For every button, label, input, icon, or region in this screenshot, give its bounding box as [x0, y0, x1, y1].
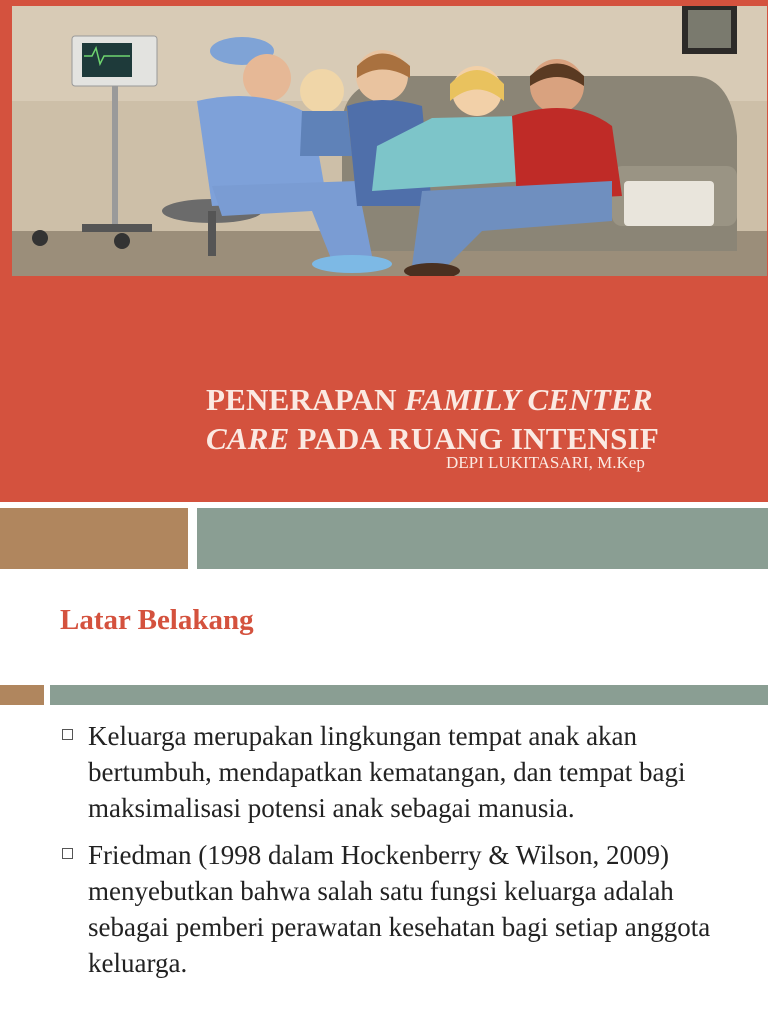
square-bullet-icon	[62, 848, 73, 859]
separator-tan	[0, 685, 44, 705]
list-item	[60, 718, 760, 826]
square-bullet-icon	[62, 729, 73, 740]
title-italic1: FAMILY CENTER	[404, 382, 653, 417]
title-slide	[0, 0, 768, 502]
title-italic2: CARE	[206, 421, 290, 456]
title-part1: PENERAPAN	[206, 382, 397, 417]
family-photo	[12, 6, 767, 276]
list-item	[60, 837, 760, 981]
bullet-text: Friedman (1998 dalam Hockenberry & Wilson, 2009) menyebutkan bahwa salah satu fungsi keluarga adalah sebagai pemberi perawatan kesehatan bagi setiap anggota keluarga.	[88, 840, 711, 978]
slide-title	[206, 380, 746, 458]
author-name: DEPI LUKITASARI, M.Kep	[446, 453, 645, 472]
bullet-text: Keluarga merupakan lingkungan tempat anak akan bertumbuh, mendapatkan kematangan, dan tempat bagi maksimalisasi potensi anak sebagai manusia.	[88, 721, 686, 823]
footer-band-slate	[197, 508, 768, 569]
separator-slate	[50, 685, 768, 705]
footer-band-tan	[0, 508, 188, 569]
title-part2: PADA RUANG INTENSIF	[297, 421, 659, 456]
slide-heading: Latar Belakang	[60, 604, 254, 636]
bullet-list	[60, 718, 760, 992]
